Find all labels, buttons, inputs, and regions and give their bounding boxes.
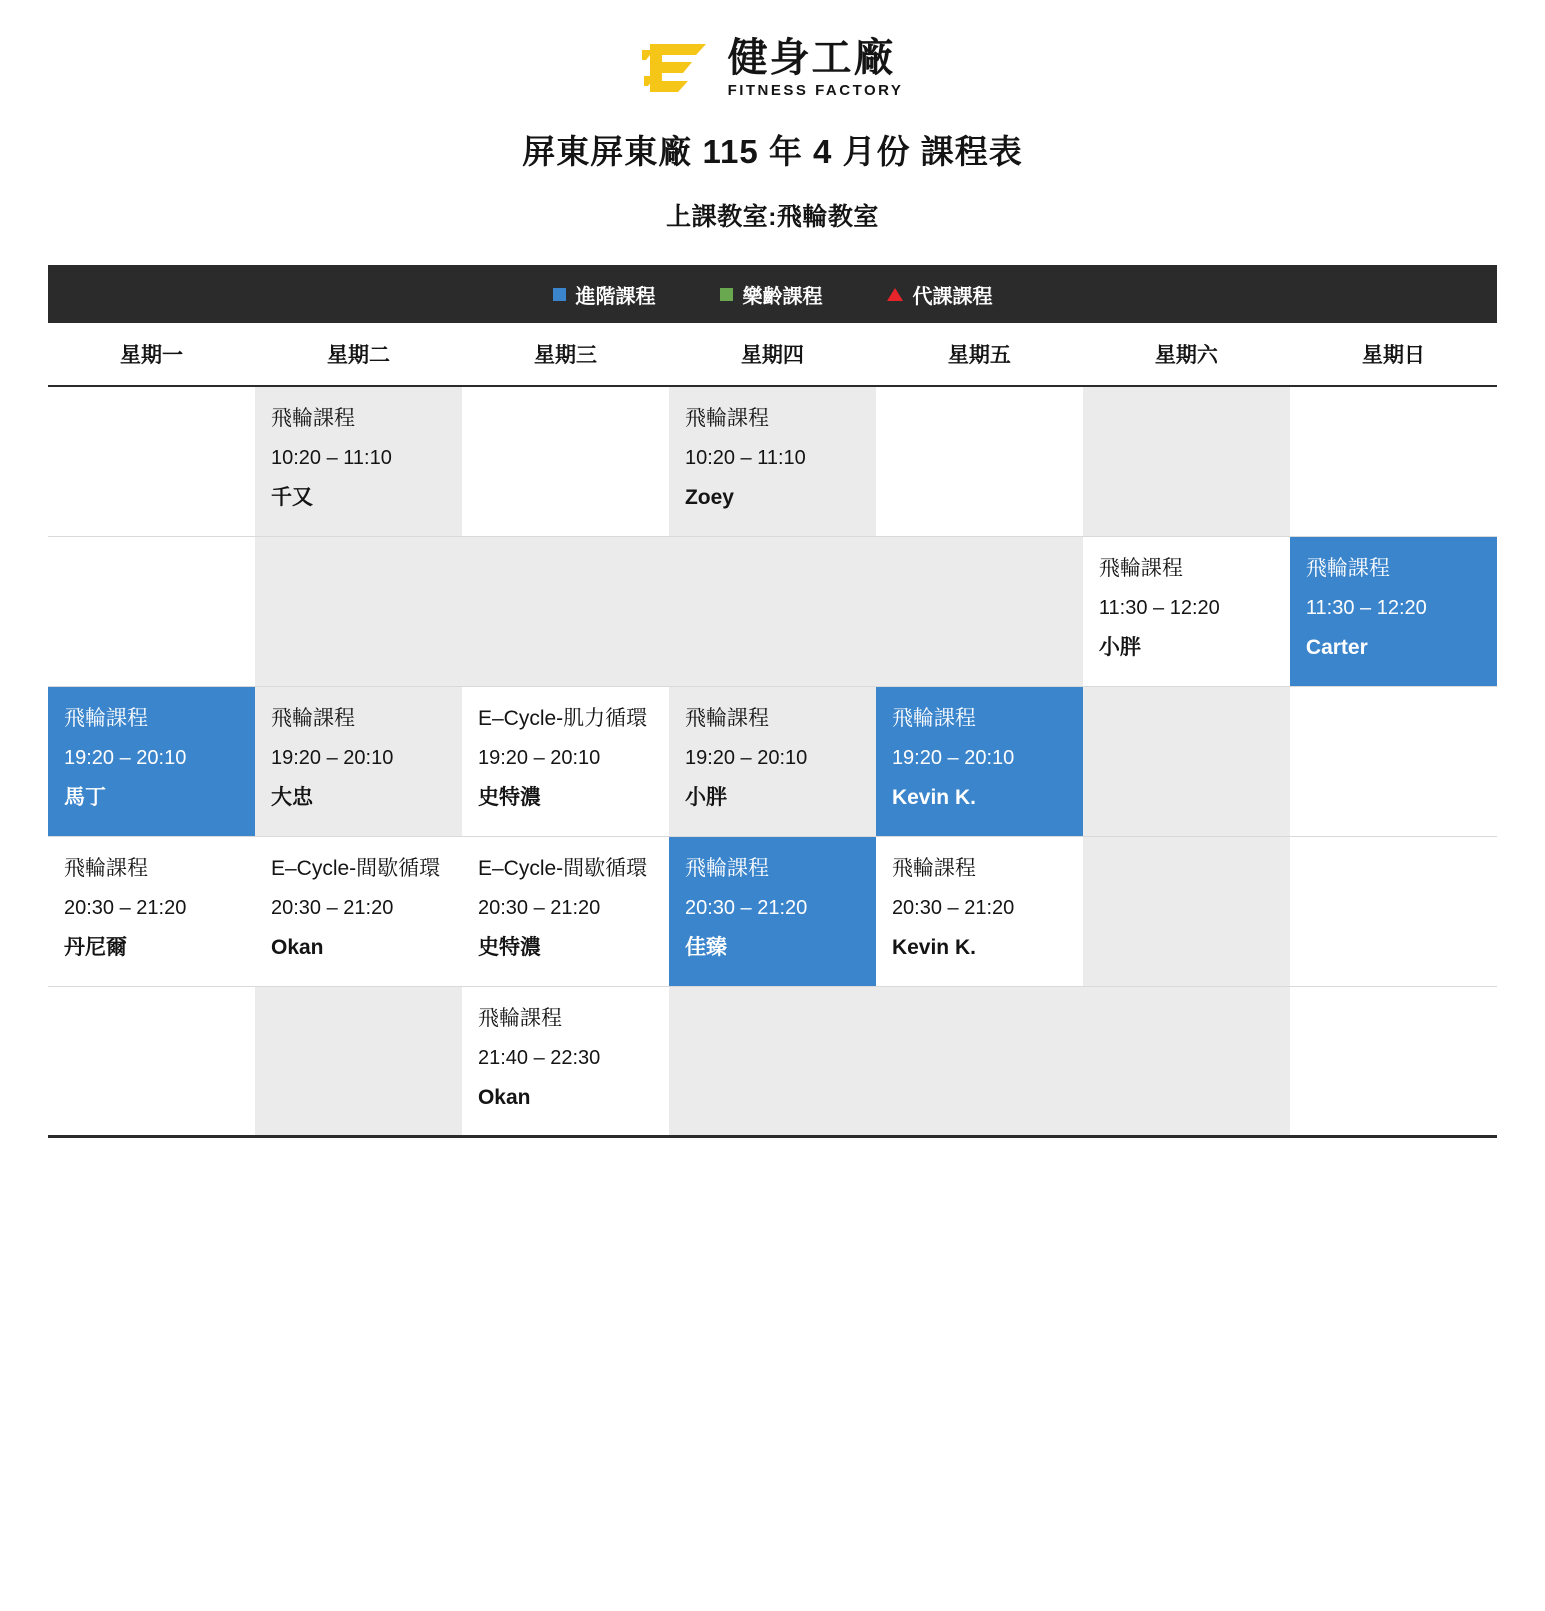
empty-placeholder bbox=[271, 1005, 446, 1006]
class-time: 19:20 – 20:10 bbox=[270, 746, 394, 769]
empty-placeholder bbox=[1306, 1005, 1481, 1006]
page-title: 屏東屏東廠 115 年 4 月份 課程表 bbox=[522, 133, 1023, 170]
class-coach: 丹尼爾 bbox=[64, 935, 127, 959]
class-coach: Okan bbox=[477, 1085, 531, 1109]
class-title: E–Cycle-間歇循環 bbox=[477, 856, 648, 880]
class-cell[interactable] bbox=[255, 686, 462, 836]
empty-placeholder bbox=[892, 555, 1067, 556]
empty-cell bbox=[48, 386, 255, 536]
class-time: 11:30 – 12:20 bbox=[1098, 596, 1220, 619]
empty-cell bbox=[1083, 986, 1290, 1136]
class-cell[interactable] bbox=[1083, 536, 1290, 686]
class-coach: 馬丁 bbox=[64, 785, 106, 809]
empty-cell bbox=[255, 536, 462, 686]
empty-cell bbox=[462, 536, 669, 686]
class-cell[interactable] bbox=[1290, 536, 1497, 686]
empty-placeholder bbox=[478, 555, 653, 556]
class-title: E–Cycle-肌力循環 bbox=[477, 706, 648, 730]
class-cell[interactable] bbox=[462, 686, 669, 836]
class-cell[interactable] bbox=[876, 686, 1083, 836]
class-cell[interactable] bbox=[48, 836, 255, 986]
empty-cell bbox=[48, 986, 255, 1136]
empty-cell bbox=[1083, 836, 1290, 986]
class-title: 飛輪課程 bbox=[684, 706, 769, 730]
column-header-thursday: 星期四 bbox=[669, 323, 876, 386]
empty-cell bbox=[1290, 386, 1497, 536]
class-title: 飛輪課程 bbox=[64, 706, 148, 730]
brand-wordmark bbox=[728, 38, 904, 98]
table-row bbox=[48, 536, 1497, 686]
class-title: 飛輪課程 bbox=[684, 856, 769, 880]
class-cell[interactable] bbox=[462, 986, 669, 1136]
class-cell[interactable] bbox=[669, 836, 876, 986]
empty-cell bbox=[255, 986, 462, 1136]
table-row bbox=[48, 836, 1497, 986]
class-cell[interactable] bbox=[669, 686, 876, 836]
column-header-wednesday: 星期三 bbox=[462, 323, 669, 386]
table-row bbox=[48, 686, 1497, 836]
legend-item-substitute bbox=[887, 280, 993, 309]
class-coach: 佳臻 bbox=[684, 935, 727, 959]
class-time: 19:20 – 20:10 bbox=[684, 746, 808, 769]
empty-placeholder bbox=[64, 1005, 239, 1006]
class-coach: 大忠 bbox=[270, 785, 313, 809]
class-coach: Kevin K. bbox=[891, 785, 976, 809]
legend-bar bbox=[48, 265, 1497, 323]
green-square-icon bbox=[720, 288, 733, 301]
class-cell[interactable] bbox=[48, 686, 255, 836]
table-row bbox=[48, 386, 1497, 536]
class-time: 19:20 – 20:10 bbox=[477, 746, 601, 769]
empty-cell bbox=[876, 536, 1083, 686]
empty-cell bbox=[1290, 986, 1497, 1136]
table-header-row bbox=[48, 323, 1497, 386]
column-header-friday: 星期五 bbox=[876, 323, 1083, 386]
empty-placeholder bbox=[1306, 405, 1481, 406]
class-cell[interactable] bbox=[669, 386, 876, 536]
empty-cell bbox=[669, 536, 876, 686]
column-header-tuesday: 星期二 bbox=[255, 323, 462, 386]
empty-placeholder bbox=[1099, 405, 1274, 406]
empty-cell bbox=[1290, 836, 1497, 986]
blue-square-icon bbox=[553, 288, 566, 301]
column-header-sunday: 星期日 bbox=[1290, 323, 1497, 386]
class-time: 21:40 – 22:30 bbox=[477, 1046, 601, 1069]
class-coach: 小胖 bbox=[684, 785, 727, 809]
class-time: 20:30 – 21:20 bbox=[891, 896, 1015, 919]
empty-placeholder bbox=[478, 405, 653, 406]
empty-placeholder bbox=[685, 1005, 860, 1006]
class-time: 11:30 – 12:20 bbox=[1305, 596, 1427, 619]
empty-cell bbox=[1083, 686, 1290, 836]
class-title: 飛輪課程 bbox=[477, 1006, 562, 1030]
page-subtitle: 上課教室:飛輪教室 bbox=[666, 203, 879, 231]
class-coach: Carter bbox=[1305, 635, 1368, 659]
empty-placeholder bbox=[1306, 855, 1481, 856]
empty-placeholder bbox=[1099, 1005, 1274, 1006]
class-title: 飛輪課程 bbox=[270, 706, 355, 730]
class-title: 飛輪課程 bbox=[1305, 556, 1390, 580]
class-cell[interactable] bbox=[876, 836, 1083, 986]
legend-label: 進階課程 bbox=[575, 285, 656, 308]
empty-cell bbox=[876, 386, 1083, 536]
empty-cell bbox=[1290, 686, 1497, 836]
empty-placeholder bbox=[892, 405, 1067, 406]
class-title: 飛輪課程 bbox=[270, 407, 355, 430]
schedule-body bbox=[48, 386, 1497, 1136]
class-time: 20:30 – 21:20 bbox=[477, 896, 601, 919]
schedule-table bbox=[48, 323, 1497, 1138]
empty-placeholder bbox=[685, 555, 860, 556]
column-header-monday: 星期一 bbox=[48, 323, 255, 386]
class-coach: 史特濃 bbox=[477, 935, 541, 959]
legend-label: 代課課程 bbox=[912, 285, 993, 308]
fitness-factory-logo-icon bbox=[642, 40, 714, 96]
class-title: 飛輪課程 bbox=[1098, 556, 1183, 580]
empty-placeholder bbox=[64, 405, 239, 406]
brand-name-cn: 健身工廠 bbox=[727, 36, 896, 80]
class-time: 10:20 – 11:10 bbox=[270, 447, 392, 470]
legend-item-senior bbox=[720, 280, 823, 309]
class-title: 飛輪課程 bbox=[891, 856, 976, 880]
empty-cell bbox=[462, 386, 669, 536]
red-triangle-icon bbox=[887, 288, 903, 301]
class-cell[interactable] bbox=[255, 836, 462, 986]
legend-label: 樂齡課程 bbox=[742, 285, 823, 308]
table-row bbox=[48, 986, 1497, 1136]
class-time: 19:20 – 20:10 bbox=[64, 746, 187, 769]
class-time: 19:20 – 20:10 bbox=[891, 746, 1015, 769]
class-coach: 史特濃 bbox=[477, 785, 541, 809]
class-time: 20:30 – 21:20 bbox=[684, 896, 808, 919]
class-title: E–Cycle-間歇循環 bbox=[270, 856, 441, 880]
brand-logo bbox=[0, 0, 1545, 98]
class-cell[interactable] bbox=[462, 836, 669, 986]
empty-placeholder bbox=[892, 1005, 1067, 1006]
column-header-saturday: 星期六 bbox=[1083, 323, 1290, 386]
legend-item-advanced bbox=[553, 280, 656, 309]
empty-placeholder bbox=[1306, 705, 1481, 706]
class-coach: 小胖 bbox=[1098, 635, 1141, 659]
empty-placeholder bbox=[64, 555, 239, 556]
class-coach: Okan bbox=[270, 935, 324, 959]
class-coach: Kevin K. bbox=[891, 935, 976, 959]
class-title: 飛輪課程 bbox=[64, 856, 148, 880]
class-time: 20:30 – 21:20 bbox=[270, 896, 394, 919]
empty-cell bbox=[1083, 386, 1290, 536]
class-title: 飛輪課程 bbox=[891, 706, 976, 730]
class-coach: Zoey bbox=[684, 486, 734, 510]
empty-cell bbox=[48, 536, 255, 686]
empty-cell bbox=[876, 986, 1083, 1136]
brand-name-en: FITNESS FACTORY bbox=[727, 82, 904, 99]
empty-cell bbox=[669, 986, 876, 1136]
empty-placeholder bbox=[1099, 705, 1274, 706]
class-time: 20:30 – 21:20 bbox=[64, 896, 187, 919]
empty-placeholder bbox=[271, 555, 446, 556]
class-cell[interactable] bbox=[255, 386, 462, 536]
class-title: 飛輪課程 bbox=[684, 407, 769, 430]
class-coach: 千又 bbox=[270, 486, 313, 510]
class-time: 10:20 – 11:10 bbox=[684, 447, 806, 470]
empty-placeholder bbox=[1099, 855, 1274, 856]
